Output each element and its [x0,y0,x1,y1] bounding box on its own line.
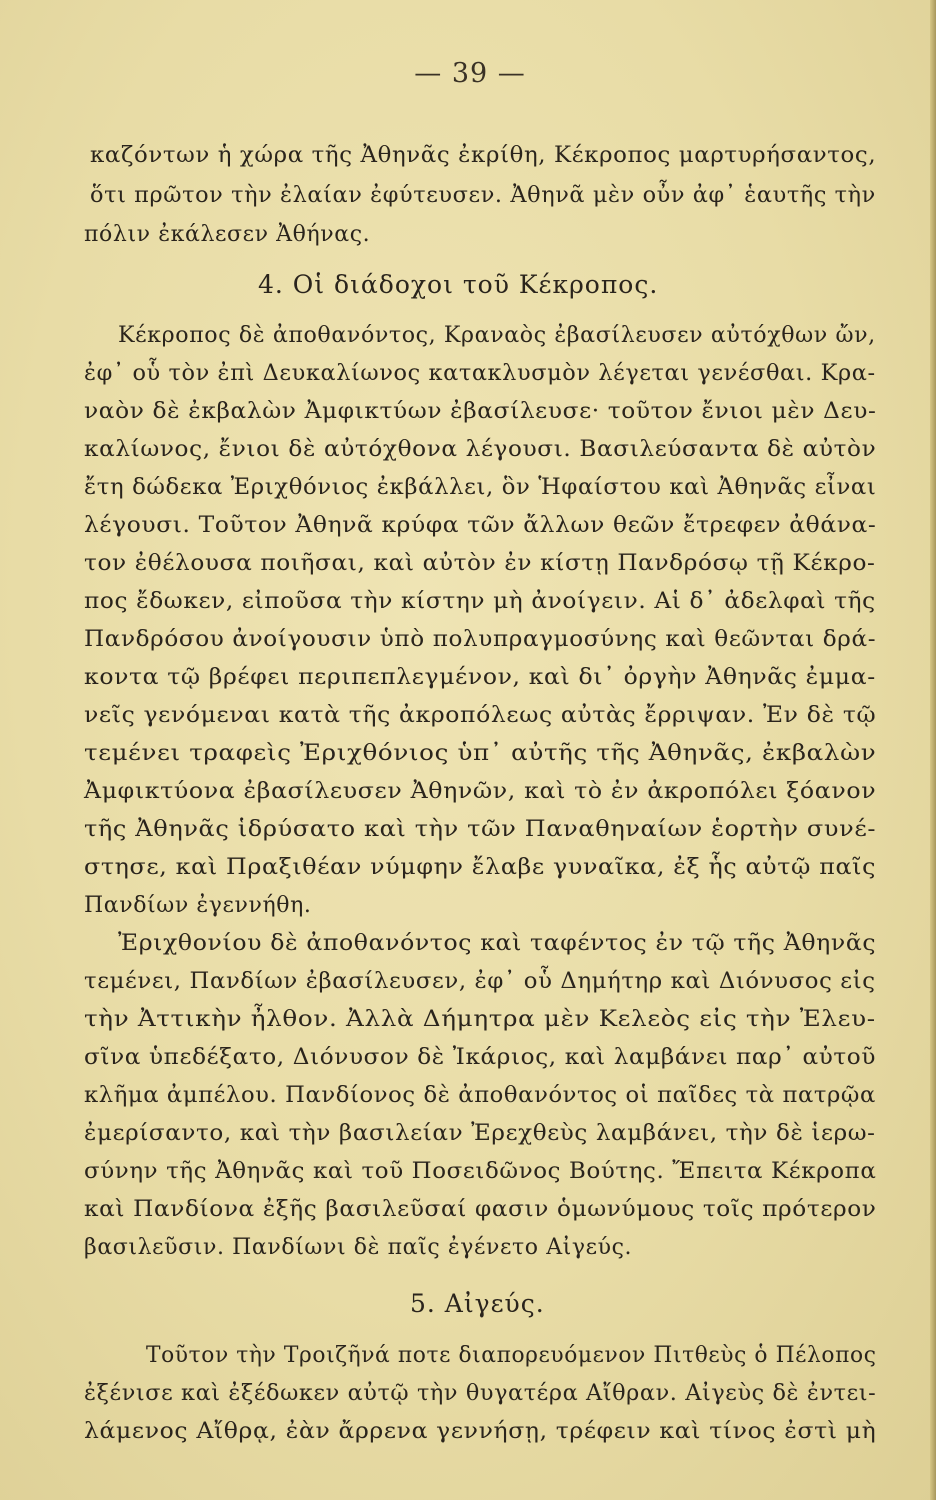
text-line: κοντα τῷ βρέφει περιπεπλεγμένον, καὶ δι᾽ ὀργὴν Ἀθηνᾶς ἐμμα- [84,665,876,690]
text-line: καὶ Πανδίονα ἐξῆς βασιλεῦσαί φασιν ὁμωνύμους τοῖς πρότερον [84,1197,877,1222]
text-line: βασιλεῦσιν. Πανδίωνι δὲ παῖς ἐγένετο Αἰγεύς. [84,1235,633,1260]
text-line: καζόντων ἡ χώρα τῆς Ἀθηνᾶς ἐκρίθη, Κέκροπος μαρτυρήσαντος, [90,143,877,168]
text-line: τῆς Ἀθηνᾶς ἱδρύσατο καὶ τὴν τῶν Παναθηναίων ἑορτὴν συνέ- [84,817,877,842]
section-heading: 5. Αἰγεύς. [410,1289,545,1318]
text-line: Κέκροπος δὲ ἀποθανόντος, Κραναὸς ἐβασίλευσεν αὐτόχθων ὤν, [118,323,876,348]
text-line: ὅτι πρῶτον τὴν ἐλαίαν ἐφύτευσεν. Ἀθηνᾶ μὲν οὖν ἀφ᾽ ἑαυτῆς τὴν [90,183,876,208]
text-line: πος ἔδωκεν, εἰποῦσα τὴν κίστην μὴ ἀνοίγειν. Αἱ δ᾽ ἀδελφαὶ τῆς [84,589,876,614]
text-line: ἐμερίσαντο, καὶ τὴν βασιλείαν Ἐρεχθεὺς λαμβάνει, τὴν δὲ ἱερω- [84,1121,876,1146]
page-number: — 39 — [414,58,526,89]
text-line: σύνην τῆς Ἀθηνᾶς καὶ τοῦ Ποσειδῶνος Βούτης. Ἔπειτα Κέκροπα [84,1159,877,1184]
text-line: ναὸν δὲ ἐκβαλὼν Ἀμφικτύων ἐβασίλευσε· τοῦτον ἔνιοι μὲν Δευ- [84,399,877,424]
text-line: ἔτη δώδεκα Ἐριχθόνιος ἐκβάλλει, ὃν Ἡφαίστου καὶ Ἀθηνᾶς εἶναι [84,475,877,500]
text-line: Τοῦτον τὴν Τροιζῆνά ποτε διαπορευόμενον Πιτθεὺς ὁ Πέλοπος [146,1343,877,1368]
text-line: τεμένει τραφεὶς Ἐριχθόνιος ὑπ᾽ αὐτῆς τῆς Ἀθηνᾶς, ἐκβαλὼν [84,741,877,766]
text-line: στησε, καὶ Πραξιθέαν νύμφην ἔλαβε γυναῖκα, ἐξ ἧς αὐτῷ παῖς [84,855,877,880]
text-line: Πανδίων ἐγεννήθη. [84,893,312,918]
text-line: Πανδρόσου ἀνοίγουσιν ὑπὸ πολυπραγμοσύνης καὶ θεῶνται δρά- [84,627,877,652]
text-line: πόλιν ἐκάλεσεν Ἀθήνας. [84,222,371,247]
text-line: Ἐριχθονίου δὲ ἀποθανόντος καὶ ταφέντος ἐν τῷ τῆς Ἀθηνᾶς [118,931,877,956]
text-line: Ἀμφικτύονα ἐβασίλευσεν Ἀθηνῶν, καὶ τὸ ἐν ἀκροπόλει ξόανον [84,779,877,804]
text-line: σῖνα ὑπεδέξατο, Διόνυσον δὲ Ἰκάριος, καὶ λαμβάνει παρ᾽ αὐτοῦ [84,1045,877,1070]
text-line: ἐφ᾽ οὗ τὸν ἐπὶ Δευκαλίωνος κατακλυσμὸν λέγεται γενέσθαι. Κρα- [84,361,876,386]
text-line: τεμένει, Πανδίων ἐβασίλευσεν, ἐφ᾽ οὗ Δημήτηρ καὶ Διόνυσος εἰς [84,969,876,994]
text-line: τον ἐθέλουσα ποιῆσαι, καὶ αὐτὸν ἐν κίστῃ Πανδρόσῳ τῇ Κέκρο- [84,551,876,576]
page-edge-shadow [930,0,936,1500]
text-line: καλίωνος, ἔνιοι δὲ αὐτόχθονα λέγουσι. Βασιλεύσαντα δὲ αὐτὸν [84,437,877,462]
section-heading: 4. Οἱ διάδοχοι τοῦ Κέκροπος. [258,270,659,299]
text-line: λέγουσι. Τοῦτον Ἀθηνᾶ κρύφα τῶν ἄλλων θεῶν ἔτρεφεν ἀθάνα- [84,513,877,538]
text-line: ἐξένισε καὶ ἐξέδωκεν αὐτῷ τὴν θυγατέρα Αἴθραν. Αἰγεὺς δὲ ἐντει- [84,1381,877,1406]
text-line: νεῖς γενόμεναι κατὰ τῆς ἀκροπόλεως αὐτὰς ἔρριψαν. Ἐν δὲ τῷ [84,703,877,728]
text-line: λάμενος Αἴθρᾳ, ἐὰν ἄρρενα γεννήσῃ, τρέφειν καὶ τίνος ἐστὶ μὴ [84,1419,877,1444]
text-line: τὴν Ἀττικὴν ἦλθον. Ἀλλὰ Δήμητρα μὲν Κελεὸς εἰς τὴν Ἐλευ- [84,1007,876,1032]
text-line: κλῆμα ἀμπέλου. Πανδίονος δὲ ἀποθανόντος οἱ παῖδες τὰ πατρῷα [84,1083,876,1108]
